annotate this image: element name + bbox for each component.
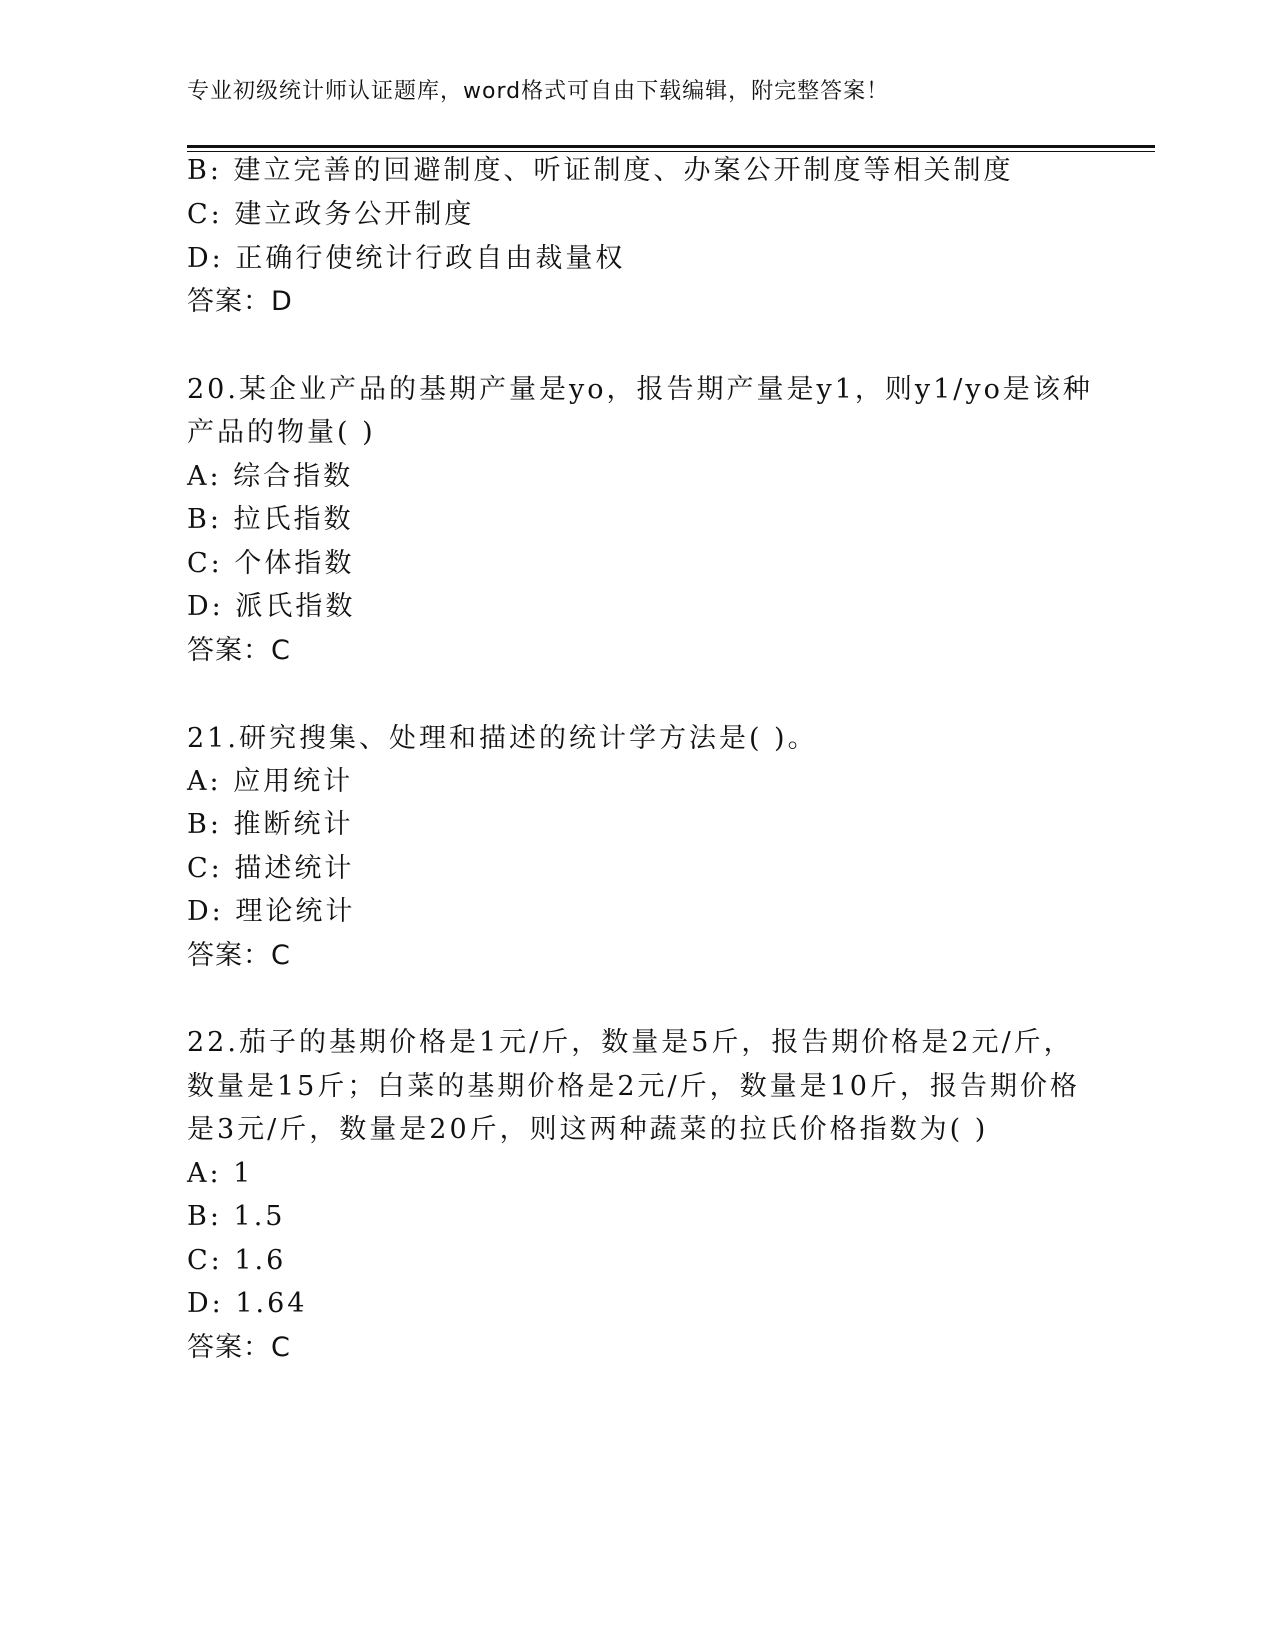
q22-stem-line3: 是3元/斤，数量是20斤，则这两种蔬菜的拉氏价格指数为( ) [187, 1114, 989, 1145]
q22-option-c: C: 1.6 [187, 1245, 287, 1276]
q20-option-a: A: 综合指数 [187, 461, 354, 492]
q22-stem-line1: 22.茄子的基期价格是1元/斤，数量是5斤，报告期价格是2元/斤， [187, 1027, 1074, 1058]
q21-option-c: C: 描述统计 [187, 853, 355, 884]
q19-option-c: C: 建立政务公开制度 [187, 199, 475, 230]
header-rule-thick [187, 145, 1155, 148]
q21-stem-line1: 21.研究搜集、处理和描述的统计学方法是( )。 [187, 723, 818, 754]
q19-answer: 答案：D [187, 286, 293, 317]
q21-option-d: D: 理论统计 [187, 896, 356, 927]
q22-answer: 答案：C [187, 1332, 291, 1363]
header-rule-thin [187, 151, 1155, 152]
q21-answer: 答案：C [187, 940, 291, 971]
q22-option-a: A: 1 [187, 1158, 254, 1189]
q21-option-b: B: 推断统计 [187, 809, 354, 840]
q20-option-c: C: 个体指数 [187, 548, 355, 579]
q20-stem-line2: 产品的物量( ) [187, 417, 376, 448]
q22-stem-line2: 数量是15斤；白菜的基期价格是2元/斤，数量是10斤，报告期价格 [187, 1071, 1080, 1102]
q20-stem-line1: 20.某企业产品的基期产量是yo，报告期产量是y1，则y1/yo是该种 [187, 374, 1093, 405]
page-header: 专业初级统计师认证题库，word格式可自由下载编辑，附完整答案！ [187, 79, 890, 104]
q19-option-d: D: 正确行使统计行政自由裁量权 [187, 243, 626, 274]
q20-option-b: B: 拉氏指数 [187, 504, 354, 535]
q22-option-b: B: 1.5 [187, 1201, 286, 1232]
q20-option-d: D: 派氏指数 [187, 591, 356, 622]
q20-answer: 答案：C [187, 635, 291, 666]
q22-option-d: D: 1.64 [187, 1288, 308, 1319]
q21-option-a: A: 应用统计 [187, 766, 354, 797]
q19-option-b: B: 建立完善的回避制度、听证制度、办案公开制度等相关制度 [187, 155, 1014, 186]
